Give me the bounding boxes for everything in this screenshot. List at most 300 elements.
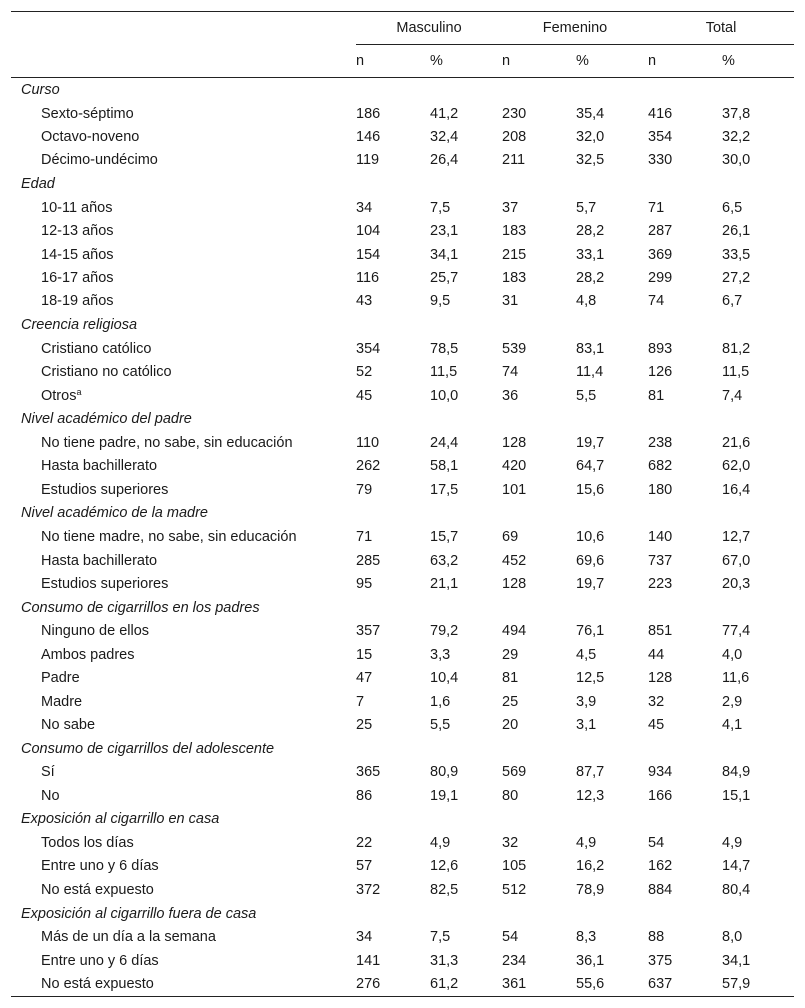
cell-pct: 37,8 bbox=[722, 105, 751, 122]
empty-cell bbox=[648, 807, 722, 831]
section-header-row bbox=[11, 172, 794, 196]
cell-n: 211 bbox=[502, 152, 526, 169]
row-label bbox=[11, 572, 356, 595]
cell-n: 57 bbox=[356, 858, 373, 875]
row-label bbox=[11, 855, 356, 878]
cell-n: 262 bbox=[356, 458, 381, 475]
empty-cell bbox=[648, 172, 722, 196]
empty-cell bbox=[648, 737, 722, 761]
cell-pct: 10,4 bbox=[430, 670, 459, 687]
cell-pct: 4,9 bbox=[722, 835, 743, 852]
row-label-text: Sí bbox=[41, 764, 55, 781]
cell-n: 105 bbox=[502, 858, 527, 875]
cell-n: 71 bbox=[648, 199, 665, 216]
empty-cell bbox=[648, 596, 722, 620]
cell-pct: 19,1 bbox=[430, 787, 459, 804]
cell-n: 37 bbox=[502, 199, 519, 216]
cell-n: 32 bbox=[502, 835, 519, 852]
row-label bbox=[11, 149, 356, 172]
cell-pct: 64,7 bbox=[576, 458, 605, 475]
cell-n: 45 bbox=[356, 387, 373, 404]
cell-n: 369 bbox=[648, 246, 673, 263]
cell-n: 7 bbox=[356, 693, 365, 710]
cell-pct: 17,5 bbox=[430, 481, 459, 498]
cell-pct: 34,1 bbox=[722, 952, 751, 969]
row-label-text: Sexto-séptimo bbox=[41, 105, 134, 122]
cell-n: 372 bbox=[356, 881, 381, 898]
row-label bbox=[11, 243, 356, 266]
row-label bbox=[11, 266, 356, 289]
cell-pct: 30,0 bbox=[722, 152, 751, 169]
row-label-text: Estudios superiores bbox=[41, 575, 169, 592]
row-label bbox=[11, 290, 356, 313]
row-label-text: 10-11 años bbox=[41, 199, 113, 216]
table-row bbox=[11, 949, 794, 972]
header-n: n bbox=[502, 45, 576, 78]
cell-pct: 8,0 bbox=[722, 929, 743, 946]
row-label bbox=[11, 220, 356, 243]
cell-n: 22 bbox=[356, 835, 373, 852]
cell-n: 166 bbox=[648, 787, 673, 804]
empty-cell bbox=[502, 501, 576, 525]
cell-n: 354 bbox=[356, 340, 381, 357]
cell-pct: 5,7 bbox=[576, 199, 597, 216]
cell-n: 234 bbox=[502, 952, 527, 969]
cell-pct: 4,1 bbox=[722, 716, 743, 733]
cell-pct: 2,9 bbox=[722, 693, 743, 710]
cell-n: 81 bbox=[648, 387, 665, 404]
cell-pct: 12,7 bbox=[722, 529, 751, 546]
cell-n: 43 bbox=[356, 293, 373, 310]
table-row bbox=[11, 972, 794, 996]
section-header-row bbox=[11, 902, 794, 926]
header-empty bbox=[11, 12, 356, 46]
cell-pct: 4,9 bbox=[576, 835, 597, 852]
cell-pct: 34,1 bbox=[430, 246, 459, 263]
cell-pct: 26,4 bbox=[430, 152, 459, 169]
row-label bbox=[11, 384, 356, 407]
header-group-label: Total bbox=[648, 20, 794, 45]
header-group-label: Femenino bbox=[502, 20, 648, 45]
empty-cell bbox=[356, 596, 430, 620]
cell-n: 110 bbox=[356, 434, 380, 451]
cell-n: 154 bbox=[356, 246, 381, 263]
cell-n: 34 bbox=[356, 199, 373, 216]
cell-n: 934 bbox=[648, 764, 673, 781]
row-label bbox=[11, 784, 356, 807]
row-label bbox=[11, 337, 356, 360]
cell-pct: 3,3 bbox=[430, 646, 451, 663]
table-container bbox=[11, 11, 794, 997]
cell-n: 36 bbox=[502, 387, 519, 404]
empty-cell bbox=[576, 737, 648, 761]
cell-n: 88 bbox=[648, 929, 665, 946]
cell-pct: 77,4 bbox=[722, 623, 751, 640]
cell-n: 183 bbox=[502, 270, 527, 287]
cell-n: 287 bbox=[648, 223, 673, 240]
cell-pct: 25,7 bbox=[430, 270, 459, 287]
cell-n: 119 bbox=[356, 152, 380, 169]
cell-pct: 4,0 bbox=[722, 646, 743, 663]
table-row bbox=[11, 690, 794, 713]
empty-cell bbox=[722, 501, 794, 525]
cell-n: 539 bbox=[502, 340, 527, 357]
cell-n: 737 bbox=[648, 552, 673, 569]
empty-cell bbox=[502, 172, 576, 196]
row-label bbox=[11, 455, 356, 478]
empty-cell bbox=[648, 501, 722, 525]
cell-pct: 28,2 bbox=[576, 223, 605, 240]
empty-cell bbox=[576, 807, 648, 831]
cell-n: 884 bbox=[648, 881, 673, 898]
cell-pct: 32,5 bbox=[576, 152, 605, 169]
cell-pct: 19,7 bbox=[576, 434, 605, 451]
cell-pct: 32,2 bbox=[722, 129, 751, 146]
cell-pct: 24,4 bbox=[430, 434, 459, 451]
header-group-masculino bbox=[356, 12, 502, 46]
cell-n: 15 bbox=[356, 646, 373, 663]
cell-n: 101 bbox=[502, 481, 527, 498]
cell-n: 69 bbox=[502, 529, 519, 546]
cell-pct: 28,2 bbox=[576, 270, 605, 287]
cell-n: 140 bbox=[648, 529, 673, 546]
cell-pct: 4,9 bbox=[430, 835, 451, 852]
empty-cell bbox=[576, 501, 648, 525]
cell-n: 141 bbox=[356, 952, 381, 969]
empty-cell bbox=[430, 902, 502, 926]
row-label-text: No está expuesto bbox=[41, 976, 154, 993]
cell-pct: 79,2 bbox=[430, 623, 459, 640]
row-label-text: Octavo-noveno bbox=[41, 129, 140, 146]
row-label-text: 14-15 años bbox=[41, 246, 114, 263]
cell-pct: 11,6 bbox=[722, 670, 750, 687]
header-group-total bbox=[648, 12, 794, 46]
row-label bbox=[11, 102, 356, 125]
cell-n: 208 bbox=[502, 129, 527, 146]
cell-n: 80 bbox=[502, 787, 519, 804]
cell-n: 81 bbox=[502, 670, 519, 687]
cell-pct: 5,5 bbox=[430, 716, 451, 733]
row-label-text: Cristiano católico bbox=[41, 340, 152, 357]
empty-cell bbox=[576, 596, 648, 620]
row-label bbox=[11, 196, 356, 219]
empty-cell bbox=[356, 313, 430, 337]
section-title: Consumo de cigarrillos en los padres bbox=[21, 599, 260, 616]
header-group-femenino bbox=[502, 12, 648, 46]
empty-cell bbox=[576, 407, 648, 431]
header-empty bbox=[11, 45, 356, 78]
row-label-text: Entre uno y 6 días bbox=[41, 952, 159, 969]
cell-pct: 10,6 bbox=[576, 529, 605, 546]
section-title: Exposición al cigarrillo en casa bbox=[21, 811, 220, 828]
table-row bbox=[11, 525, 794, 548]
cell-pct: 32,0 bbox=[576, 129, 605, 146]
cell-pct: 80,9 bbox=[430, 764, 459, 781]
cell-pct: 11,5 bbox=[722, 364, 750, 381]
section-header-row bbox=[11, 313, 794, 337]
cell-pct: 19,7 bbox=[576, 575, 605, 592]
row-label bbox=[11, 361, 356, 384]
cell-n: 494 bbox=[502, 623, 527, 640]
cell-pct: 15,6 bbox=[576, 481, 605, 498]
row-label bbox=[11, 525, 356, 548]
cell-n: 74 bbox=[502, 364, 519, 381]
table-row bbox=[11, 855, 794, 878]
table-row bbox=[11, 478, 794, 501]
cell-n: 285 bbox=[356, 552, 381, 569]
cell-pct: 3,1 bbox=[576, 716, 597, 733]
cell-n: 637 bbox=[648, 972, 722, 996]
table-row bbox=[11, 266, 794, 289]
table-row bbox=[11, 620, 794, 643]
header-pct: % bbox=[576, 45, 648, 78]
cell-pct: 82,5 bbox=[430, 881, 459, 898]
cell-n: 416 bbox=[648, 105, 673, 122]
row-label bbox=[11, 643, 356, 666]
empty-cell bbox=[648, 407, 722, 431]
cell-n: 104 bbox=[356, 223, 381, 240]
empty-cell bbox=[356, 78, 430, 103]
cell-n: 365 bbox=[356, 764, 381, 781]
table-row bbox=[11, 431, 794, 454]
header-n: n bbox=[648, 45, 722, 78]
cell-pct: 12,5 bbox=[576, 670, 605, 687]
cell-pct: 26,1 bbox=[722, 223, 751, 240]
empty-cell bbox=[502, 902, 576, 926]
table-row bbox=[11, 102, 794, 125]
row-label-text: No tiene padre, no sabe, sin educación bbox=[41, 434, 293, 451]
section-header-row bbox=[11, 807, 794, 831]
row-label bbox=[11, 690, 356, 713]
empty-cell bbox=[648, 78, 722, 103]
cell-n: 276 bbox=[356, 972, 430, 996]
cell-n: 357 bbox=[356, 623, 381, 640]
cell-n: 299 bbox=[648, 270, 673, 287]
row-label bbox=[11, 431, 356, 454]
cell-pct: 78,5 bbox=[430, 340, 459, 357]
cell-n: 128 bbox=[502, 575, 527, 592]
empty-cell bbox=[430, 78, 502, 103]
cell-n: 79 bbox=[356, 481, 373, 498]
table-row bbox=[11, 149, 794, 172]
table-row bbox=[11, 643, 794, 666]
empty-cell bbox=[722, 78, 794, 103]
cell-n: 126 bbox=[648, 364, 673, 381]
empty-cell bbox=[430, 737, 502, 761]
cell-pct: 80,4 bbox=[722, 881, 751, 898]
section-header-row bbox=[11, 78, 794, 103]
cell-pct: 33,5 bbox=[722, 246, 751, 263]
row-label bbox=[11, 620, 356, 643]
empty-cell bbox=[430, 407, 502, 431]
cell-pct: 14,7 bbox=[722, 858, 751, 875]
cell-n: 29 bbox=[502, 646, 519, 663]
row-label bbox=[11, 878, 356, 901]
table-row bbox=[11, 125, 794, 148]
cell-pct: 84,9 bbox=[722, 764, 751, 781]
cell-pct: 58,1 bbox=[430, 458, 459, 475]
section-header-row bbox=[11, 737, 794, 761]
cell-n: 45 bbox=[648, 716, 665, 733]
footnote-marker: a bbox=[76, 387, 82, 398]
cell-n: 183 bbox=[502, 223, 527, 240]
row-label-text: Hasta bachillerato bbox=[41, 552, 158, 569]
header-row-subcols bbox=[11, 45, 794, 78]
row-label bbox=[11, 949, 356, 972]
cell-n: 361 bbox=[502, 972, 576, 996]
table-row bbox=[11, 761, 794, 784]
cell-n: 452 bbox=[502, 552, 527, 569]
cell-pct: 12,6 bbox=[430, 858, 459, 875]
row-label-text: Todos los días bbox=[41, 835, 134, 852]
cell-n: 54 bbox=[648, 835, 665, 852]
cell-pct: 4,5 bbox=[576, 646, 597, 663]
table-row bbox=[11, 878, 794, 901]
table-row bbox=[11, 361, 794, 384]
cell-pct: 31,3 bbox=[430, 952, 459, 969]
empty-cell bbox=[430, 596, 502, 620]
row-label-text: Más de un día a la semana bbox=[41, 929, 216, 946]
empty-cell bbox=[356, 172, 430, 196]
empty-cell bbox=[502, 407, 576, 431]
cell-pct: 20,3 bbox=[722, 575, 751, 592]
cell-pct: 81,2 bbox=[722, 340, 751, 357]
empty-cell bbox=[356, 807, 430, 831]
cell-pct: 9,5 bbox=[430, 293, 451, 310]
cell-pct: 15,7 bbox=[430, 529, 459, 546]
empty-cell bbox=[502, 807, 576, 831]
cell-pct: 61,2 bbox=[430, 972, 502, 996]
row-label bbox=[11, 549, 356, 572]
cell-pct: 32,4 bbox=[430, 129, 459, 146]
cell-pct: 63,2 bbox=[430, 552, 459, 569]
cell-n: 128 bbox=[648, 670, 673, 687]
cell-pct: 15,1 bbox=[722, 787, 751, 804]
empty-cell bbox=[576, 78, 648, 103]
table-body bbox=[11, 78, 794, 997]
empty-cell bbox=[356, 737, 430, 761]
row-label bbox=[11, 926, 356, 949]
empty-cell bbox=[576, 172, 648, 196]
data-table bbox=[11, 11, 794, 997]
row-label-text: No bbox=[41, 787, 60, 804]
row-label bbox=[11, 125, 356, 148]
empty-cell bbox=[502, 596, 576, 620]
empty-cell bbox=[722, 313, 794, 337]
empty-cell bbox=[430, 807, 502, 831]
cell-n: 162 bbox=[648, 858, 673, 875]
cell-pct: 35,4 bbox=[576, 105, 605, 122]
cell-pct: 7,5 bbox=[430, 199, 451, 216]
row-label bbox=[11, 713, 356, 736]
row-label bbox=[11, 666, 356, 689]
cell-pct: 62,0 bbox=[722, 458, 751, 475]
row-label-text: Otros bbox=[41, 388, 77, 405]
row-label-text: Padre bbox=[41, 670, 80, 687]
cell-n: 95 bbox=[356, 575, 373, 592]
table-row bbox=[11, 666, 794, 689]
cell-pct: 4,8 bbox=[576, 293, 597, 310]
cell-n: 44 bbox=[648, 646, 665, 663]
cell-pct: 11,5 bbox=[430, 364, 458, 381]
empty-cell bbox=[722, 902, 794, 926]
cell-n: 71 bbox=[356, 529, 373, 546]
empty-cell bbox=[722, 596, 794, 620]
empty-cell bbox=[502, 737, 576, 761]
row-label bbox=[11, 831, 356, 854]
cell-pct: 83,1 bbox=[576, 340, 605, 357]
table-row bbox=[11, 455, 794, 478]
header-group-label: Masculino bbox=[356, 20, 502, 45]
empty-cell bbox=[576, 902, 648, 926]
cell-n: 25 bbox=[356, 716, 373, 733]
cell-n: 128 bbox=[502, 434, 527, 451]
table-row bbox=[11, 549, 794, 572]
cell-n: 354 bbox=[648, 129, 673, 146]
table-row bbox=[11, 713, 794, 736]
empty-cell bbox=[722, 737, 794, 761]
table-row bbox=[11, 290, 794, 313]
row-label-text: 16-17 años bbox=[41, 270, 114, 287]
section-title: Nivel académico del padre bbox=[21, 411, 192, 428]
row-label-text: Estudios superiores bbox=[41, 481, 169, 498]
cell-pct: 33,1 bbox=[576, 246, 605, 263]
cell-pct: 67,0 bbox=[722, 552, 751, 569]
empty-cell bbox=[356, 902, 430, 926]
empty-cell bbox=[648, 902, 722, 926]
cell-n: 223 bbox=[648, 575, 673, 592]
row-label-text: Hasta bachillerato bbox=[41, 458, 158, 475]
empty-cell bbox=[430, 501, 502, 525]
empty-cell bbox=[722, 807, 794, 831]
cell-pct: 16,2 bbox=[576, 858, 605, 875]
cell-pct: 41,2 bbox=[430, 105, 459, 122]
section-title: Exposición al cigarrillo fuera de casa bbox=[21, 905, 257, 922]
cell-pct: 1,6 bbox=[430, 693, 451, 710]
cell-pct: 21,6 bbox=[722, 434, 751, 451]
cell-n: 54 bbox=[502, 929, 519, 946]
cell-n: 25 bbox=[502, 693, 519, 710]
cell-n: 238 bbox=[648, 434, 673, 451]
cell-pct: 78,9 bbox=[576, 881, 605, 898]
cell-n: 146 bbox=[356, 129, 381, 146]
cell-n: 20 bbox=[502, 716, 519, 733]
cell-n: 420 bbox=[502, 458, 527, 475]
cell-n: 32 bbox=[648, 693, 665, 710]
cell-pct: 57,9 bbox=[722, 972, 794, 996]
cell-n: 682 bbox=[648, 458, 673, 475]
cell-n: 893 bbox=[648, 340, 673, 357]
empty-cell bbox=[356, 501, 430, 525]
header-pct: % bbox=[722, 45, 794, 78]
table-row bbox=[11, 926, 794, 949]
cell-pct: 27,2 bbox=[722, 270, 751, 287]
row-label-text: Décimo-undécimo bbox=[41, 152, 158, 169]
cell-pct: 10,0 bbox=[430, 387, 459, 404]
cell-pct: 7,4 bbox=[722, 387, 743, 404]
cell-pct: 8,3 bbox=[576, 929, 597, 946]
cell-pct: 5,5 bbox=[576, 387, 597, 404]
row-label-text: Ninguno de ellos bbox=[41, 623, 150, 640]
row-label-text: 18-19 años bbox=[41, 293, 114, 310]
cell-pct: 7,5 bbox=[430, 929, 451, 946]
cell-pct: 6,7 bbox=[722, 293, 743, 310]
cell-n: 52 bbox=[356, 364, 373, 381]
cell-n: 230 bbox=[502, 105, 527, 122]
table-row bbox=[11, 384, 794, 407]
cell-pct: 76,1 bbox=[576, 623, 605, 640]
row-label-text: Madre bbox=[41, 693, 83, 710]
